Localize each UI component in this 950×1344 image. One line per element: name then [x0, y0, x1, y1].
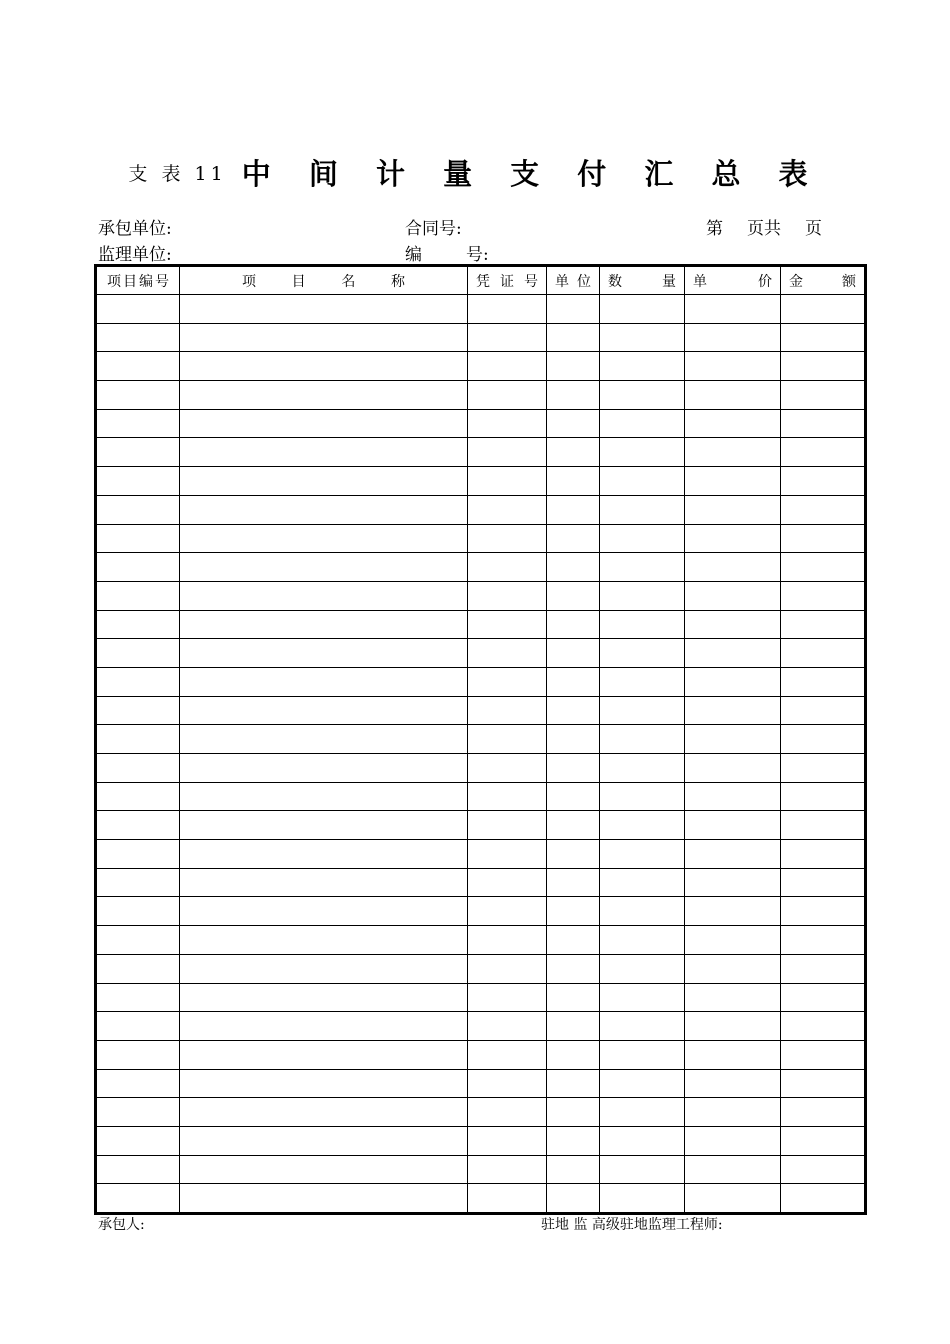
- table-cell[interactable]: [96, 553, 180, 582]
- table-cell[interactable]: [600, 438, 685, 467]
- table-row: [96, 295, 866, 324]
- table-cell[interactable]: [547, 352, 600, 381]
- table-cell[interactable]: [96, 754, 180, 783]
- table-cell[interactable]: [781, 782, 866, 811]
- table-cell[interactable]: [180, 1155, 468, 1184]
- table-cell[interactable]: [547, 840, 600, 869]
- table-cell[interactable]: [180, 1040, 468, 1069]
- table-cell[interactable]: [180, 840, 468, 869]
- table-cell[interactable]: [96, 352, 180, 381]
- table-cell[interactable]: [600, 725, 685, 754]
- col-header-item-name: 项 目 名 称: [180, 266, 468, 295]
- table-cell[interactable]: [781, 954, 866, 983]
- table-cell[interactable]: [180, 1098, 468, 1127]
- table-cell[interactable]: [468, 1012, 547, 1041]
- table-body: [96, 295, 866, 1214]
- col-header-item-code: 项目编号: [96, 266, 180, 295]
- table-cell[interactable]: [180, 495, 468, 524]
- table-cell[interactable]: [468, 782, 547, 811]
- table-cell[interactable]: [96, 610, 180, 639]
- form-number: 支 表 11: [128, 163, 227, 185]
- table-cell[interactable]: [547, 1040, 600, 1069]
- contractor-unit-label: 承包单位:: [98, 219, 172, 239]
- table-cell[interactable]: [96, 438, 180, 467]
- table-cell[interactable]: [468, 1184, 547, 1214]
- table-cell[interactable]: [180, 524, 468, 553]
- table-cell[interactable]: [180, 667, 468, 696]
- table-cell[interactable]: [96, 381, 180, 410]
- table-cell[interactable]: [96, 1040, 180, 1069]
- table-cell[interactable]: [781, 1040, 866, 1069]
- table-cell[interactable]: [96, 811, 180, 840]
- table-cell[interactable]: [685, 868, 781, 897]
- supervisor-signature-label: 驻地 监 高级驻地监理工程师:: [541, 1217, 723, 1233]
- table-cell[interactable]: [547, 295, 600, 324]
- table-cell[interactable]: [685, 811, 781, 840]
- table-cell[interactable]: [547, 467, 600, 496]
- table-row: [96, 1126, 866, 1155]
- table-cell[interactable]: [600, 983, 685, 1012]
- table-cell[interactable]: [547, 524, 600, 553]
- table-cell[interactable]: [781, 352, 866, 381]
- table-cell[interactable]: [685, 954, 781, 983]
- table-cell[interactable]: [180, 983, 468, 1012]
- table-cell[interactable]: [96, 1098, 180, 1127]
- table-cell[interactable]: [781, 868, 866, 897]
- table-cell[interactable]: [96, 868, 180, 897]
- table-cell[interactable]: [685, 610, 781, 639]
- table-cell[interactable]: [781, 323, 866, 352]
- table-cell[interactable]: [180, 754, 468, 783]
- table-cell[interactable]: [180, 323, 468, 352]
- table-cell[interactable]: [96, 667, 180, 696]
- table-cell[interactable]: [685, 1069, 781, 1098]
- table-cell[interactable]: [180, 868, 468, 897]
- table-cell[interactable]: [468, 725, 547, 754]
- table-cell[interactable]: [685, 840, 781, 869]
- table-row: [96, 467, 866, 496]
- table-cell[interactable]: [600, 897, 685, 926]
- table-row: [96, 438, 866, 467]
- table-cell[interactable]: [180, 610, 468, 639]
- table-cell[interactable]: [600, 639, 685, 668]
- table-cell[interactable]: [547, 1155, 600, 1184]
- table-cell[interactable]: [180, 782, 468, 811]
- table-row: [96, 868, 866, 897]
- table-cell[interactable]: [685, 696, 781, 725]
- table-cell[interactable]: [600, 1098, 685, 1127]
- table-cell[interactable]: [96, 495, 180, 524]
- table-cell[interactable]: [685, 1098, 781, 1127]
- table-cell[interactable]: [547, 639, 600, 668]
- table-cell[interactable]: [685, 581, 781, 610]
- table-cell[interactable]: [180, 1012, 468, 1041]
- table-cell[interactable]: [600, 811, 685, 840]
- table-cell[interactable]: [96, 1069, 180, 1098]
- table-cell[interactable]: [96, 926, 180, 955]
- table-cell[interactable]: [600, 495, 685, 524]
- table-cell[interactable]: [781, 840, 866, 869]
- table-cell[interactable]: [600, 295, 685, 324]
- table-cell[interactable]: [468, 983, 547, 1012]
- table-cell[interactable]: [96, 840, 180, 869]
- table-cell[interactable]: [547, 811, 600, 840]
- table-row: [96, 495, 866, 524]
- table-cell[interactable]: [547, 438, 600, 467]
- table-cell[interactable]: [685, 524, 781, 553]
- table-cell[interactable]: [547, 1184, 600, 1214]
- col-header-unit: 单 位: [547, 266, 600, 295]
- table-row: [96, 983, 866, 1012]
- contractor-signature-label: 承包人:: [98, 1217, 145, 1233]
- table-cell[interactable]: [685, 295, 781, 324]
- table-cell[interactable]: [180, 897, 468, 926]
- table-row: [96, 754, 866, 783]
- table-cell[interactable]: [180, 725, 468, 754]
- page-indicator: [706, 214, 822, 239]
- table-cell[interactable]: [547, 581, 600, 610]
- table-cell[interactable]: [468, 639, 547, 668]
- table-cell[interactable]: [468, 323, 547, 352]
- table-cell[interactable]: [600, 409, 685, 438]
- table-cell[interactable]: [96, 954, 180, 983]
- table-cell[interactable]: [600, 1155, 685, 1184]
- table-cell[interactable]: [781, 696, 866, 725]
- table-cell[interactable]: [685, 1126, 781, 1155]
- table-cell[interactable]: [781, 725, 866, 754]
- table-cell[interactable]: [547, 323, 600, 352]
- table-cell[interactable]: [547, 667, 600, 696]
- table-cell[interactable]: [781, 667, 866, 696]
- table-cell[interactable]: [685, 1012, 781, 1041]
- table-cell[interactable]: [781, 381, 866, 410]
- table-cell[interactable]: [685, 782, 781, 811]
- table-cell[interactable]: [180, 954, 468, 983]
- table-cell[interactable]: [468, 754, 547, 783]
- table-row: [96, 1098, 866, 1127]
- table-cell[interactable]: [600, 581, 685, 610]
- table-cell[interactable]: [547, 409, 600, 438]
- table-cell[interactable]: [781, 553, 866, 582]
- table-cell[interactable]: [468, 524, 547, 553]
- table-cell[interactable]: [468, 409, 547, 438]
- table-cell[interactable]: [547, 1069, 600, 1098]
- table-cell[interactable]: [781, 811, 866, 840]
- table-cell[interactable]: [781, 1155, 866, 1184]
- table-cell[interactable]: [468, 610, 547, 639]
- table-cell[interactable]: [547, 381, 600, 410]
- table-cell[interactable]: [547, 1098, 600, 1127]
- form-main-title: 中 间 计 量 支 付 汇 总 表: [241, 157, 822, 191]
- table-row: [96, 381, 866, 410]
- table-cell[interactable]: [685, 409, 781, 438]
- table-cell[interactable]: [180, 295, 468, 324]
- col-header-unit-price: 单 价: [685, 266, 781, 295]
- table-cell[interactable]: [468, 581, 547, 610]
- table-cell[interactable]: [180, 926, 468, 955]
- table-cell[interactable]: [180, 381, 468, 410]
- table-row: [96, 811, 866, 840]
- table-cell[interactable]: [468, 381, 547, 410]
- table-cell[interactable]: [96, 409, 180, 438]
- table-cell[interactable]: [781, 754, 866, 783]
- table-cell[interactable]: [781, 610, 866, 639]
- table-cell[interactable]: [96, 323, 180, 352]
- table-cell[interactable]: [468, 1098, 547, 1127]
- table-cell[interactable]: [180, 409, 468, 438]
- table-row: [96, 1155, 866, 1184]
- table-row: [96, 409, 866, 438]
- table-row: [96, 1040, 866, 1069]
- table-cell[interactable]: [96, 639, 180, 668]
- table-cell[interactable]: [685, 639, 781, 668]
- table-row: [96, 610, 866, 639]
- table-row: [96, 954, 866, 983]
- table-cell[interactable]: [547, 983, 600, 1012]
- contract-number-label: 合同号:: [405, 219, 462, 239]
- table-cell[interactable]: [468, 438, 547, 467]
- table-cell[interactable]: [781, 926, 866, 955]
- table-cell[interactable]: [685, 667, 781, 696]
- table-cell[interactable]: [547, 610, 600, 639]
- serial-number-label-b: 号:: [466, 245, 489, 265]
- table-cell[interactable]: [781, 581, 866, 610]
- table-cell[interactable]: [547, 553, 600, 582]
- table-cell[interactable]: [547, 696, 600, 725]
- table-cell[interactable]: [547, 926, 600, 955]
- table-cell[interactable]: [468, 954, 547, 983]
- table-cell[interactable]: [96, 897, 180, 926]
- table-cell[interactable]: [781, 983, 866, 1012]
- table-cell[interactable]: [468, 897, 547, 926]
- table-cell[interactable]: [600, 323, 685, 352]
- table-cell[interactable]: [547, 754, 600, 783]
- table-cell[interactable]: [468, 811, 547, 840]
- table-cell[interactable]: [685, 1184, 781, 1214]
- table-cell[interactable]: [96, 1012, 180, 1041]
- table-cell[interactable]: [96, 782, 180, 811]
- table-cell[interactable]: [468, 1126, 547, 1155]
- table-cell[interactable]: [468, 926, 547, 955]
- table-cell[interactable]: [781, 1012, 866, 1041]
- page-label-c: 页: [805, 219, 822, 239]
- table-cell[interactable]: [600, 1069, 685, 1098]
- table-cell[interactable]: [547, 868, 600, 897]
- table-cell[interactable]: [180, 581, 468, 610]
- table-cell[interactable]: [96, 1126, 180, 1155]
- col-header-voucher-no: 凭 证 号: [468, 266, 547, 295]
- col-header-quantity: 数 量: [600, 266, 685, 295]
- table-cell[interactable]: [685, 1040, 781, 1069]
- table-cell[interactable]: [781, 467, 866, 496]
- table-cell[interactable]: [547, 495, 600, 524]
- table-cell[interactable]: [685, 897, 781, 926]
- table-cell[interactable]: [600, 954, 685, 983]
- table-cell[interactable]: [781, 438, 866, 467]
- table-cell[interactable]: [781, 897, 866, 926]
- table-cell[interactable]: [781, 524, 866, 553]
- table-row: [96, 696, 866, 725]
- table-cell[interactable]: [547, 1126, 600, 1155]
- table-cell[interactable]: [180, 1069, 468, 1098]
- table-cell[interactable]: [96, 696, 180, 725]
- table-row: [96, 524, 866, 553]
- supervisor-unit-label: 监理单位:: [98, 245, 172, 265]
- table-row: [96, 639, 866, 668]
- table-cell[interactable]: [600, 840, 685, 869]
- table-cell[interactable]: [600, 1040, 685, 1069]
- table-cell[interactable]: [600, 352, 685, 381]
- serial-number-label-a: 编: [405, 245, 422, 265]
- table-cell[interactable]: [685, 754, 781, 783]
- table-row: [96, 1069, 866, 1098]
- table-cell[interactable]: [685, 553, 781, 582]
- table-cell[interactable]: [781, 1069, 866, 1098]
- table-cell[interactable]: [600, 754, 685, 783]
- table-cell[interactable]: [180, 553, 468, 582]
- table-cell[interactable]: [685, 725, 781, 754]
- table-cell[interactable]: [685, 352, 781, 381]
- table-cell[interactable]: [96, 983, 180, 1012]
- table-cell[interactable]: [547, 897, 600, 926]
- table-cell[interactable]: [600, 381, 685, 410]
- table-cell[interactable]: [180, 696, 468, 725]
- table-cell[interactable]: [547, 954, 600, 983]
- table-cell[interactable]: [600, 868, 685, 897]
- table-cell[interactable]: [781, 495, 866, 524]
- table-row: [96, 725, 866, 754]
- table-cell[interactable]: [600, 1012, 685, 1041]
- table-cell[interactable]: [600, 610, 685, 639]
- table-cell[interactable]: [468, 868, 547, 897]
- table-row: [96, 897, 866, 926]
- table-cell[interactable]: [685, 438, 781, 467]
- table-cell[interactable]: [781, 639, 866, 668]
- table-cell[interactable]: [468, 696, 547, 725]
- table-cell[interactable]: [468, 1155, 547, 1184]
- table-row: [96, 840, 866, 869]
- table-cell[interactable]: [600, 1184, 685, 1214]
- table-cell[interactable]: [685, 467, 781, 496]
- table-row: [96, 926, 866, 955]
- table-row: [96, 581, 866, 610]
- table-cell[interactable]: [96, 524, 180, 553]
- table-row: [96, 323, 866, 352]
- table-cell[interactable]: [468, 1069, 547, 1098]
- table-cell[interactable]: [547, 725, 600, 754]
- table-cell[interactable]: [96, 467, 180, 496]
- table-cell[interactable]: [180, 352, 468, 381]
- table-row: [96, 1184, 866, 1214]
- table-cell[interactable]: [600, 782, 685, 811]
- table-cell[interactable]: [468, 553, 547, 582]
- table-row: [96, 667, 866, 696]
- table-row: [96, 1012, 866, 1041]
- table-cell[interactable]: [600, 524, 685, 553]
- table-header-row: [96, 266, 866, 295]
- payment-summary-table: [94, 264, 867, 1215]
- table-cell[interactable]: [685, 926, 781, 955]
- table-cell[interactable]: [781, 409, 866, 438]
- table-cell[interactable]: [685, 323, 781, 352]
- table-cell[interactable]: [180, 438, 468, 467]
- table-cell[interactable]: [781, 1126, 866, 1155]
- table-cell[interactable]: [468, 667, 547, 696]
- table-cell[interactable]: [781, 1184, 866, 1214]
- table-cell[interactable]: [180, 1184, 468, 1214]
- table-cell[interactable]: [468, 1040, 547, 1069]
- table-cell[interactable]: [180, 811, 468, 840]
- page-label-a: 第: [706, 219, 723, 239]
- table-cell[interactable]: [96, 581, 180, 610]
- table-cell[interactable]: [96, 725, 180, 754]
- table-cell[interactable]: [468, 495, 547, 524]
- page-label-b: 页共: [747, 219, 781, 239]
- table-cell[interactable]: [600, 1126, 685, 1155]
- table-cell[interactable]: [96, 1155, 180, 1184]
- table-cell[interactable]: [180, 467, 468, 496]
- table-cell[interactable]: [600, 667, 685, 696]
- table-cell[interactable]: [685, 1155, 781, 1184]
- table-cell[interactable]: [781, 1098, 866, 1127]
- table-cell[interactable]: [96, 1184, 180, 1214]
- table-cell[interactable]: [180, 1126, 468, 1155]
- table-cell[interactable]: [468, 295, 547, 324]
- table-cell[interactable]: [96, 295, 180, 324]
- table-cell[interactable]: [468, 467, 547, 496]
- serial-number-label: [405, 240, 489, 265]
- table-cell[interactable]: [685, 381, 781, 410]
- table-cell[interactable]: [600, 553, 685, 582]
- form-title: [0, 152, 950, 193]
- table-row: [96, 782, 866, 811]
- table-cell[interactable]: [547, 1012, 600, 1041]
- table-cell[interactable]: [600, 696, 685, 725]
- table-row: [96, 352, 866, 381]
- table-cell[interactable]: [547, 782, 600, 811]
- table-cell[interactable]: [685, 983, 781, 1012]
- table-cell[interactable]: [685, 495, 781, 524]
- table-cell[interactable]: [781, 295, 866, 324]
- table-cell[interactable]: [468, 840, 547, 869]
- table-row: [96, 553, 866, 582]
- table-cell[interactable]: [468, 352, 547, 381]
- table-cell[interactable]: [600, 467, 685, 496]
- col-header-amount: 金 额: [781, 266, 866, 295]
- table-cell[interactable]: [180, 639, 468, 668]
- table-cell[interactable]: [600, 926, 685, 955]
